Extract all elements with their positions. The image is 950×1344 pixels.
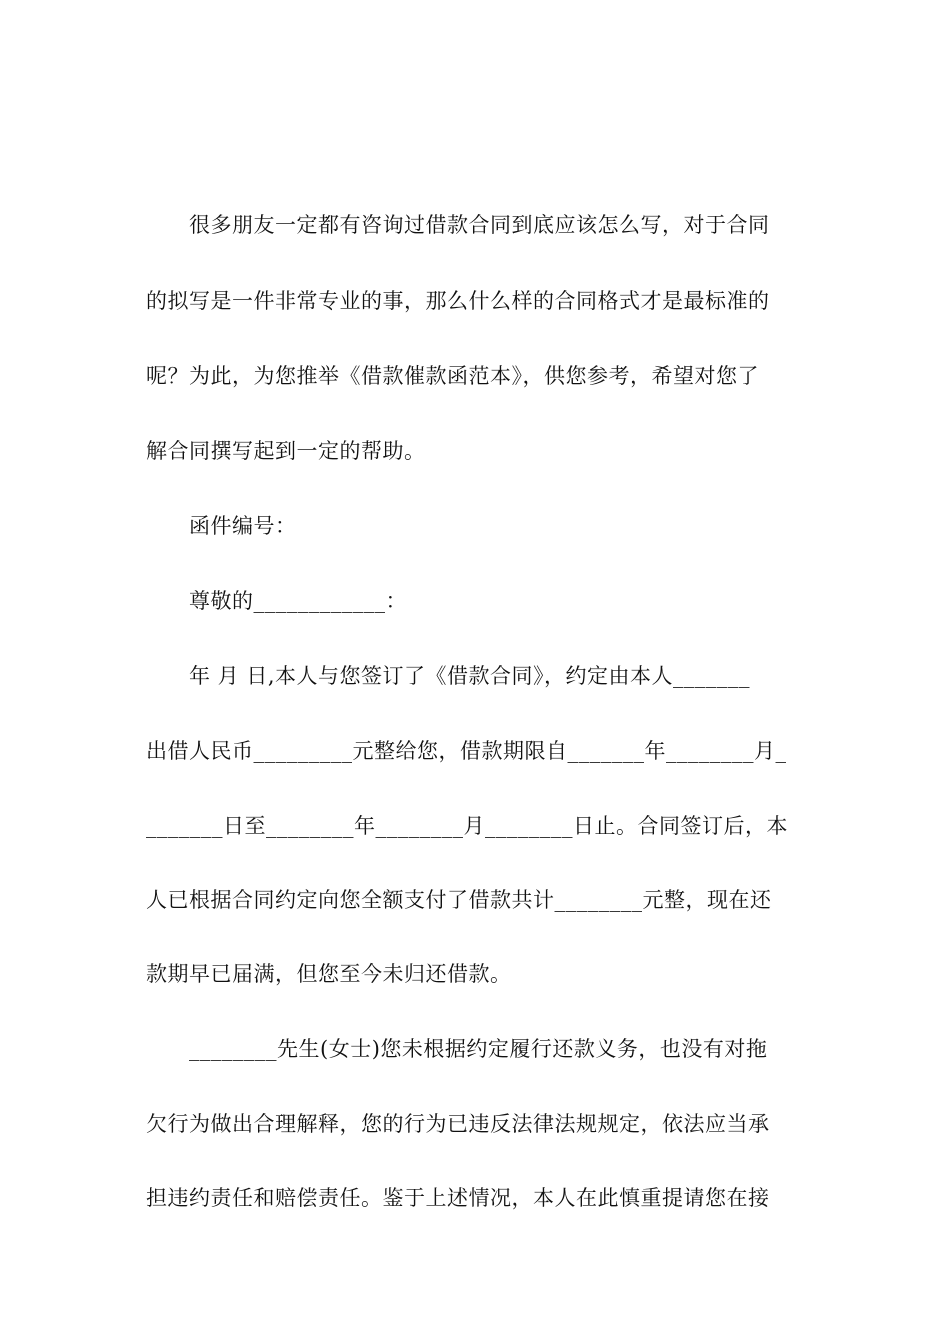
body-line-8: 担违约责任和赔偿责任。鉴于上述情况，本人在此慎重提请您在接 <box>146 1186 770 1210</box>
paragraph-intro-line-1: 很多朋友一定都有咨询过借款合同到底应该怎么写，对于合同 <box>189 213 770 237</box>
body-line-4: 人已根据合同约定向您全额支付了借款共计________元整，现在还 <box>146 888 772 912</box>
salutation: 尊敬的____________： <box>189 589 407 613</box>
body-line-2: 出借人民币_________元整给您，借款期限自_______年________月_ <box>146 739 787 763</box>
letter-number-label: 函件编号： <box>189 514 297 538</box>
body-line-7: 欠行为做出合理解释，您的行为已违反法律法规规定，依法应当承 <box>146 1112 770 1136</box>
body-line-3: _______日至________年________月________日止。合同签订后，本 <box>146 814 788 838</box>
body-line-5: 款期早已届满，但您至今未归还借款。 <box>146 962 512 986</box>
body-line-1: 年 月 日,本人与您签订了《借款合同》，约定由本人_______ <box>189 664 751 688</box>
paragraph-intro-line-4: 解合同撰写起到一定的帮助。 <box>146 439 426 463</box>
paragraph-intro-line-2: 的拟写是一件非常专业的事，那么什么样的合同格式才是最标准的 <box>146 289 770 313</box>
body-line-6: ________先生(女士)您未根据约定履行还款义务，也没有对拖 <box>189 1037 768 1061</box>
paragraph-intro-line-3: 呢？为此，为您推举《借款催款函范本》，供您参考，希望对您了 <box>146 364 759 388</box>
